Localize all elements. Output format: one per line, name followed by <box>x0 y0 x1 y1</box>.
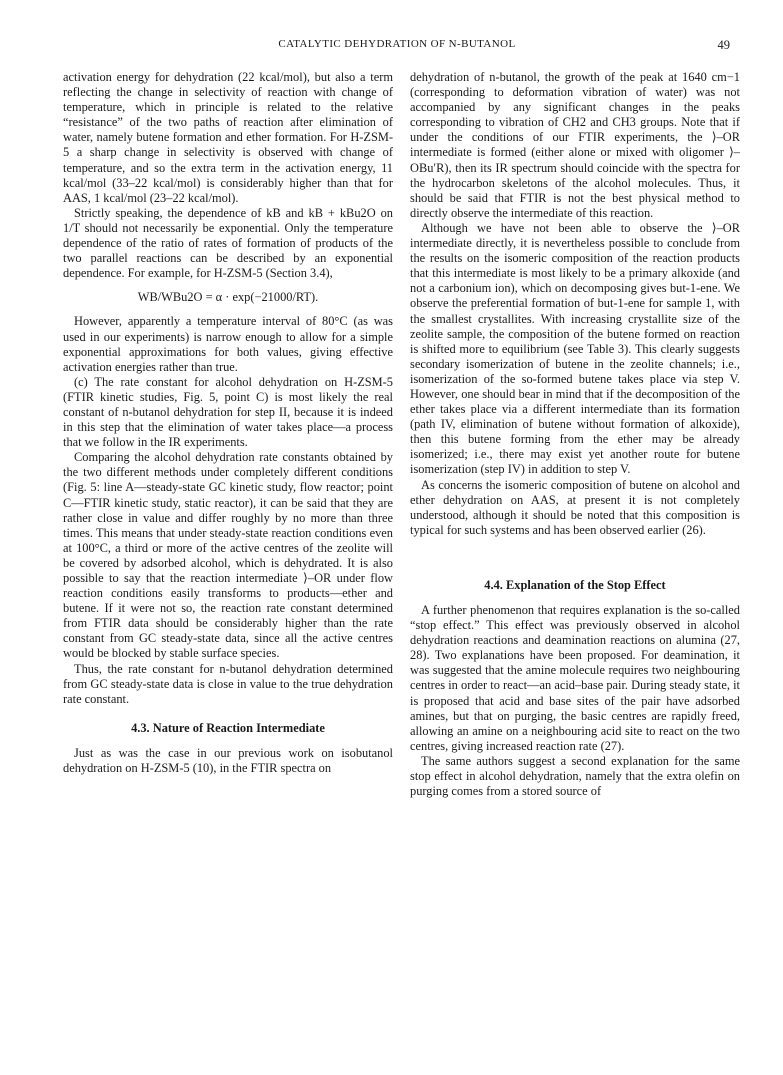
paragraph: Strictly speaking, the dependence of kB and kB + kBu2O on 1/T should not necessarily be exponential. Only the temperature dependence of the ratio of rates of formation of products of the two parallel reactions can be described by an exponential dependence. For example, for H-ZSM-5 (Section 3.4), <box>63 205 393 281</box>
paragraph: Thus, the rate constant for n-butanol dehydration determined from GC steady-state data is close in value to the true dehydration rate constant. <box>63 661 393 706</box>
paragraph: dehydration of n-butanol, the growth of the peak at 1640 cm−1 (corresponding to deformation vibration of water) was not accompanied by any significant changes in the peaks corresponding to vibration of CH2 and CH3 groups. Note that if under the conditions of our FTIR experiments, the ⟩–OR intermediate is formed (either alone or mixed with oligomer ⟩–OBu′R), then its IR spectrum should coincide with the spectra for the hydrocarbon skeletons of the alcohol molecules. Thus, it should be said that FTIR is not the best physical method to directly observe the intermediate of this reaction. <box>410 70 740 220</box>
paragraph: Although we have not been able to observe the ⟩–OR intermediate directly, it is nevertheless possible to conclude from the results on the isomeric composition of the reaction products that this intermediate is most likely to be a primary alkoxide (and not a carbonium ion), which on decomposing gives but-1-ene. We observe the preferential formation of but-1-ene for sample 1, with the smallest crystallites. With increasing crystallite size of the zeolite sample, the composition of the butene formed on reaction is shifted more to equilibrium (see Table 3). This clearly suggests secondary isomerization of butene in the zeolite channels; i.e., isomerization of the so-formed butene takes place via step V. However, one should bear in mind that if the decomposition of the ether takes place via a different intermediate than its formation (path IV, elimination of butene without formation of alkoxide), then this butene forming from the ether may be already isomerized; i.e., there may exist yet another route for butene isomerization (step IV) in addition to step V. <box>410 220 740 477</box>
section-heading: 4.3. Nature of Reaction Intermediate <box>131 720 325 735</box>
paragraph: Comparing the alcohol dehydration rate constants obtained by the two different methods under completely different conditions (Fig. 5: line A—steady-state GC kinetic study, flow reactor; point C—FTIR kinetic study, static reactor), it can be said that they are rather close in value and differ roughly by no more than three times. This means that under steady-state reaction conditions even at 100°C, a third or more of the active centres of the zeolite will be covered by adsorbed alcohol, which is dehydrated. It is also possible to say that the reaction intermediate ⟩–OR under flow reaction conditions easily transforms to products—ether and butene. If it were not so, the reaction rate constant determined from FTIR data should be considerably higher than the rate constant from GC steady-state data, since all the active centres would be blocked by stable surface species. <box>63 450 393 661</box>
equation: WB/WBu2O = α · exp(−21000/RT). <box>137 290 319 305</box>
section-heading: 4.4. Explanation of the Stop Effect <box>484 577 666 592</box>
page-number: 49 <box>717 38 730 52</box>
paragraph: Just as was the case in our previous work on isobutanol dehydration on H-ZSM-5 (10), in the FTIR spectra on <box>63 745 393 776</box>
paragraph: However, apparently a temperature interval of 80°C (as was used in our experiments) is narrow enough to allow for a simple exponential approximations for both values, giving effective activation energies rather than true. <box>63 314 393 374</box>
paragraph: As concerns the isomeric composition of butene on alcohol and ether dehydration on AAS, at present it is not completely understood, although it should be noted that this composition is typical for such systems and has been observed earlier (26). <box>410 477 740 537</box>
right-column <box>410 70 740 799</box>
paragraph: activation energy for dehydration (22 kcal/mol), but also a term reflecting the change in selectivity of reaction with change of temperature, which in principle is related to the relative “resistance” of the two paths of reaction after elimination of water, namely butene formation and ether formation. For H-ZSM-5 a sharp change in selectivity is observed with change of temperature, and so the extra term in the activation energy, 11 kcal/mol (33–22 kcal/mol) is considerably higher than that for AAS, 1 kcal/mol (23–22 kcal/mol). <box>63 70 393 205</box>
page-header <box>64 38 730 54</box>
paragraph: The same authors suggest a second explanation for the same stop effect in alcohol dehydration, namely that the extra olefin on purging comes from a stored source of <box>410 753 740 799</box>
left-column <box>63 70 393 776</box>
paragraph: A further phenomenon that requires explanation is the so-called “stop effect.” This effect was previously observed in alcohol dehydration reactions and deamination reactions on alumina (27, 28). Two explanations have been proposed. For deamination, it was suggested that the amine molecule requires two neighbouring centres in order to react—an acid–base pair. During steady state, it is proposed that acid and base sites of the pair have adsorbed amines, but that on purging, the basic centres are rapidly freed, allowing an amine on a neighbouring acid site to react on the two centres, giving increased reaction rate (27). <box>410 603 740 753</box>
paragraph: (c) The rate constant for alcohol dehydration on H-ZSM-5 (FTIR kinetic studies, Fig. 5, point C) is most likely the real constant of n-butanol dehydration for step II, because it is indeed in this step that the elimination of water takes place—a process that we follow in the IR experiments. <box>63 374 393 450</box>
running-title: CATALYTIC DEHYDRATION OF N-BUTANOL <box>278 38 516 50</box>
